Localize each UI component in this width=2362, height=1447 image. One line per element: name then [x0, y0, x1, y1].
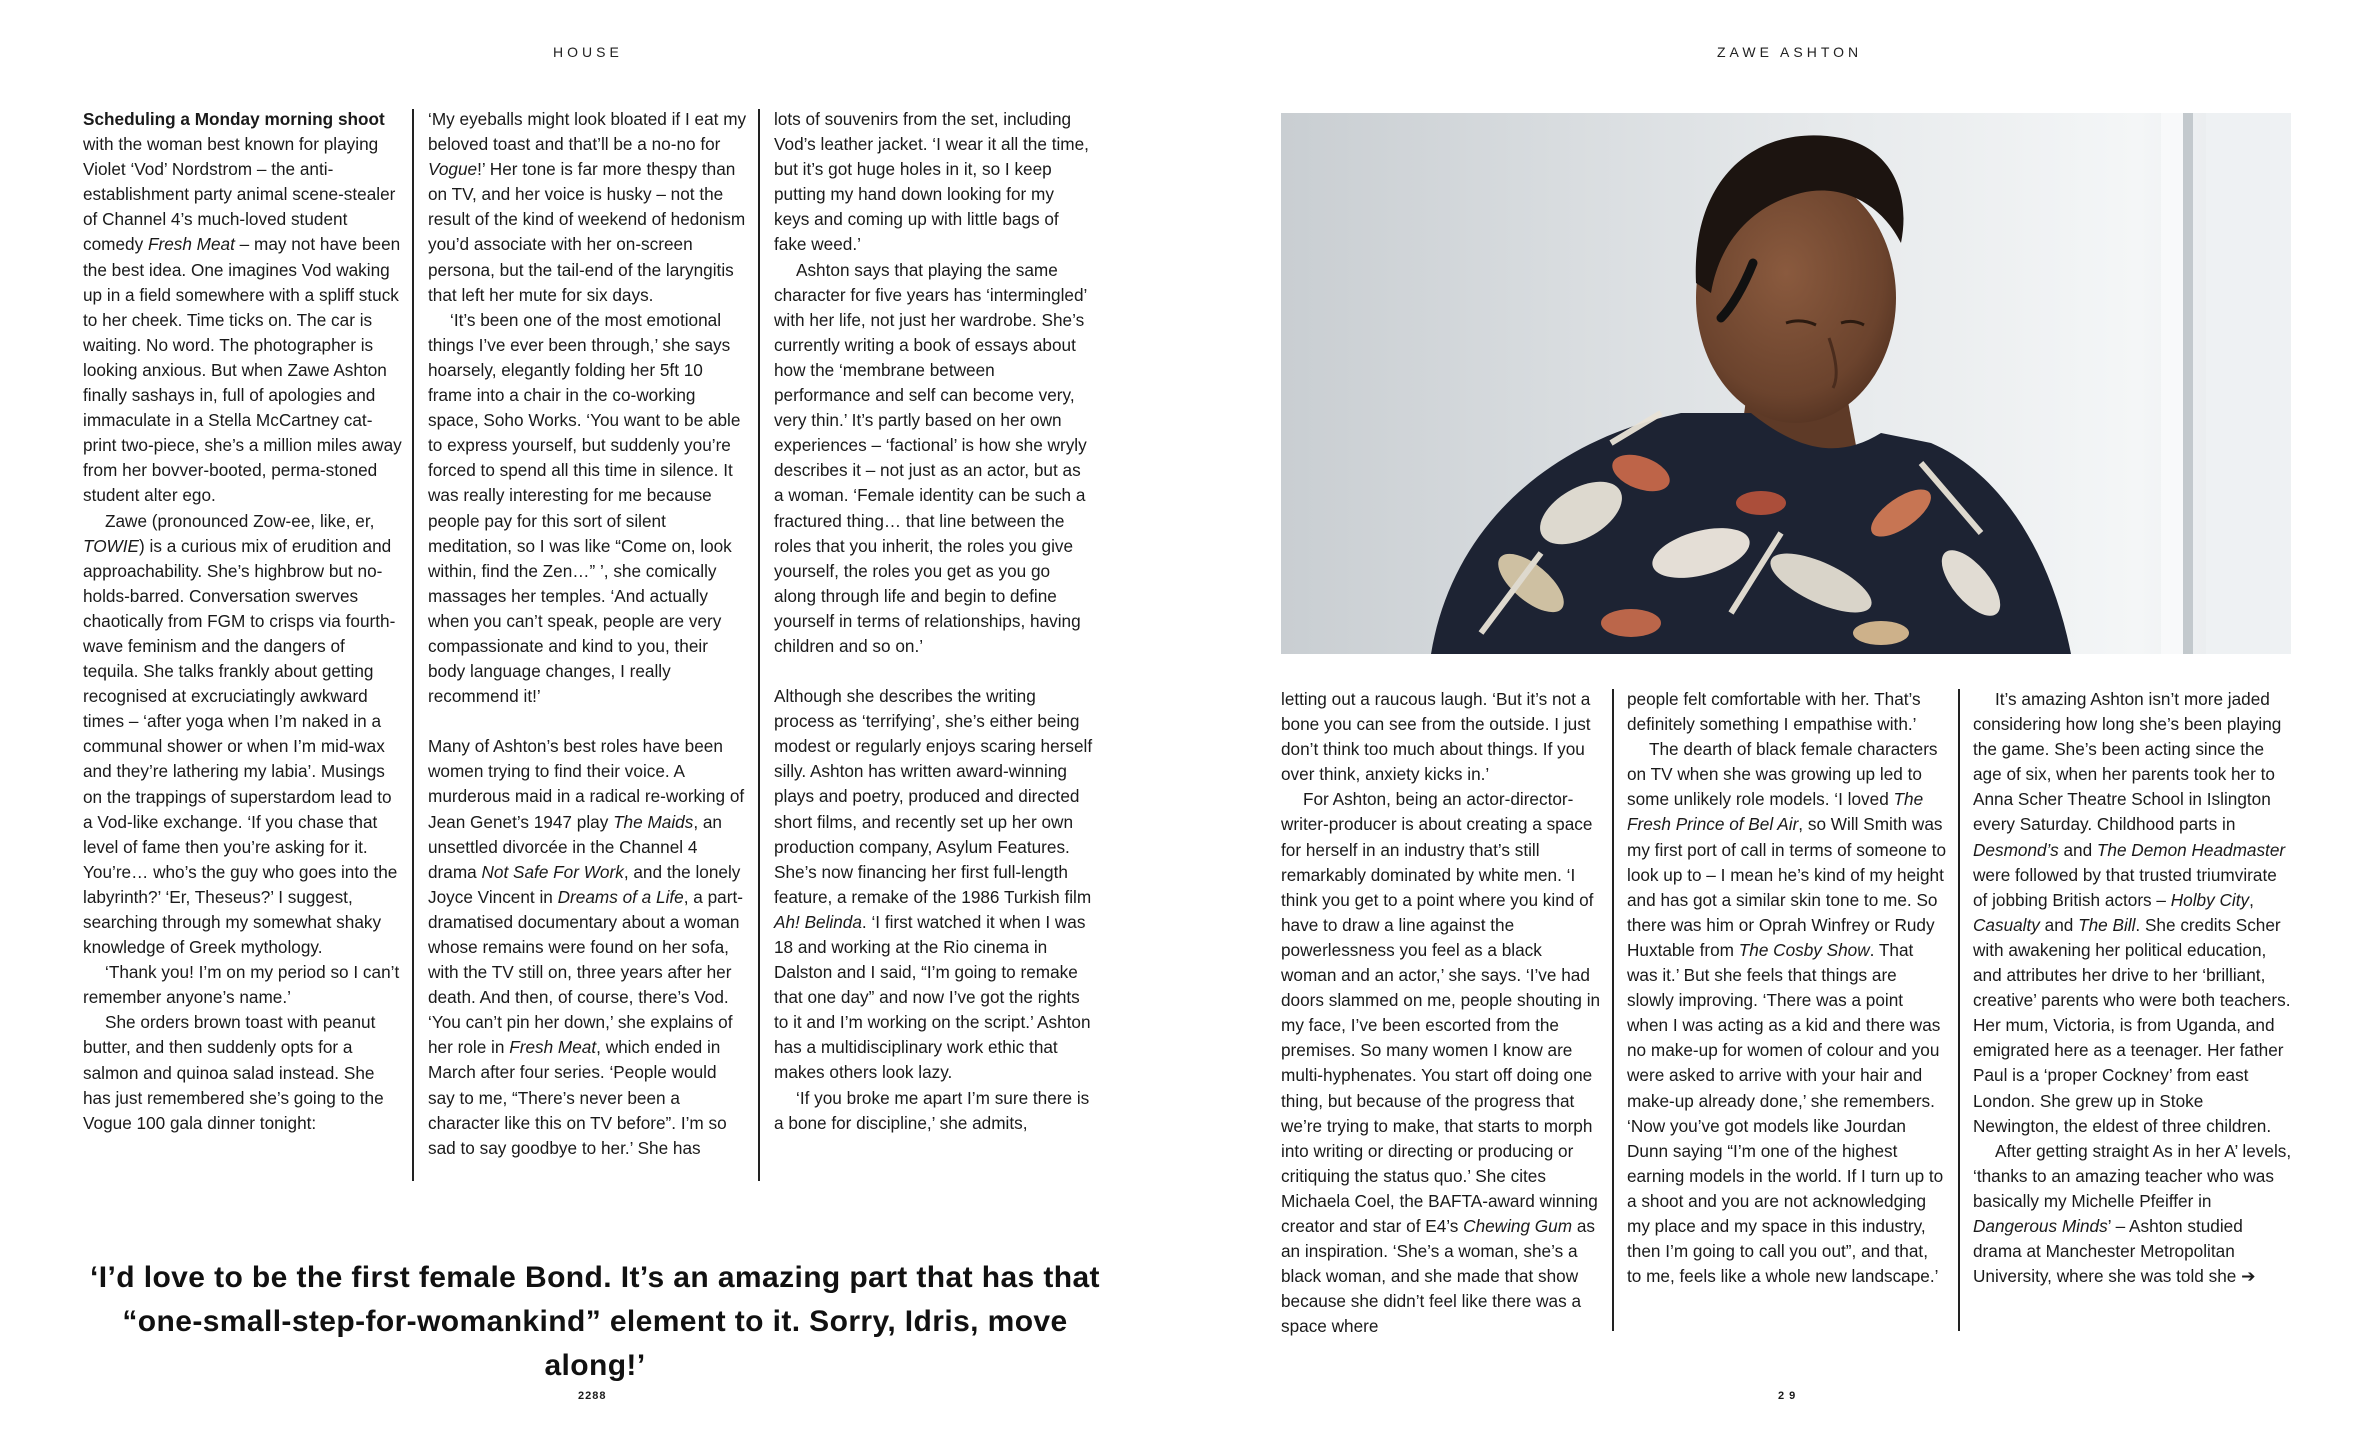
continue-arrow-icon: ➔: [2241, 1266, 2256, 1287]
column-rule: [758, 109, 760, 1181]
article-column-4: [1281, 687, 1601, 1339]
paragraph: It’s amazing Ashton isn’t more jaded considering how long she’s been playing the game. She’s been acting since the age of six, when her parents took her to Anna Scher Theatre School in Islington every Saturday. Childhood parts in Desmond’s and The Demon Headmaster were followed by that trusted triumvirate of jobbing British actors – Holby City, Casualty and The Bill. She credits Scher with awakening her political education, and attributes her drive to her ‘brilliant, creative’ parents who were both teachers. Her mum, Victoria, is from Uganda, and emigrated here as a teenager. Her father Paul is a ‘proper Cockney’ from east London. She grew up in Stoke Newington, the eldest of three children.: [1973, 689, 2291, 1136]
paragraph: ‘It’s been one of the most emotional things I’ve ever been through,’ she says hoarsely, elegantly folding her 5ft 10 frame into a chair in the co-working space, Soho Works. ‘You want to be able to express yourself, but suddenly you’re forced to spend all this time in silence. It was really interesting for me because people pay for this sort of silent meditation, so I was like “Come on, look within, find the Zen…” ’, she comically massages her temples. ‘And actually when you can’t speak, people are very compassionate and kind to you, their body language changes, I really recommend it!’: [428, 309, 741, 707]
paragraph: ‘My eyeballs might look bloated if I eat my beloved toast and that’ll be a no-no for Vogue!’ Her tone is far more thespy than on TV, and her voice is husky – not the result of the kind of weekend of hedonism you’d associate with her on-screen persona, but the tail-end of the laryngitis that left her mute for six days.: [428, 109, 747, 305]
pull-quote-line-1: ‘I’d love to be the first female Bond. It’s an amazing part that has that: [90, 1261, 1100, 1294]
paragraph: For Ashton, being an actor-director-writer-producer is about creating a space for herself in an industry that’s still remarkably dominated by white men. ‘I think you get to a point where you kind of have to draw a line against the powerlessness you feel as a black woman and an actor,’ she says. ‘I’ve had doors slammed on me, people shouting in my face, I’ve been escorted from the premises. So many women I know are multi-hyphenates. You start off doing one thing, but because of the progress that we’re trying to make, that starts to morph into writing or directing or producing or critiquing the status quo.’ She cites Michaela Coel, the BAFTA-award winning creator and star of E4’s Chewing Gum as an inspiration. ‘She’s a woman, she’s a black woman, and she made that show because she didn’t feel like there was a space where: [1281, 789, 1601, 1337]
article-column-6: [1973, 687, 2293, 1289]
page-number-left: 2288: [578, 1390, 607, 1402]
paragraph: Zawe (pronounced Zow-ee, like, er, TOWIE) is a curious mix of erudition and approachability. She’s highbrow but no-holds-barred. Conversation swerves chaotically from FGM to crisps via fourth-wave feminism and the dangers of tequila. She talks frankly about getting recognised at excruciatingly awkward times – ‘after yoga when I’m naked in a communal shower or when I’m mid-wax and they’re lathering my labia’. Musings on the trappings of superstardom lead to a Vod-like exchange. ‘If you chase that level of fame then you’re asking for it. You’re… who’s the guy who goes into the labyrinth?’ ‘Er, Theseus?’ I suggest, searching through my somewhat shaky knowledge of Greek mythology.: [83, 510, 398, 958]
column-rule: [412, 109, 414, 1181]
paragraph: After getting straight As in her A’ levels, ‘thanks to an amazing teacher who was basically my Michelle Pfeiffer in Dangerous Minds’ – Ashton studied drama at Manchester Metropolitan University, where she was told she ➔: [1973, 1140, 2292, 1287]
page-number-right: 2 9: [1778, 1390, 1797, 1402]
paragraph: The dearth of black female characters on TV when she was growing up led to some unlikely role models. ‘I loved The Fresh Prince of Bel Air, so Will Smith was my first port of call in terms of someone to look up to – I mean he’s kind of my height and has got a similar skin tone to me. So there was him or Oprah Winfrey or Rudy Huxtable from The Cosby Show. That was it.’ But she feels that things are slowly improving. ‘There was a point when I was acting as a kid and there was no make-up for women of colour and you were asked to arrive with your hair and make-up already done,’ she remembers. ‘Now you’ve got models like Jourdan Dunn saying “I’m one of the highest earning models in the world. If I turn up to a shoot and you are not acknowledging my place and my space in this industry, then I’m going to call you out”, and that, to me, feels like a whole new landscape.’: [1627, 739, 1947, 1287]
portrait-illustration: [1281, 113, 2291, 654]
paragraph: Many of Ashton’s best roles have been women trying to find their voice. A murderous maid in a radical re-working of Jean Genet’s 1947 play The Maids, an unsettled divorcée in the Channel 4 drama Not Safe For Work, and the lonely Joyce Vincent in Dreams of a Life, a part-dramatised documentary about a woman whose remains were found on her sofa, with the TV still on, three years after her death. And then, of course, there’s Vod. ‘You can’t pin her down,’ she explains of her role in Fresh Meat, which ended in March after four series. ‘People would say to me, “There’s never been a character like this on TV before”. I’m so sad to say goodbye to her.’ She has: [428, 736, 745, 1158]
paragraph: people felt comfortable with her. That’s definitely something I empathise with.’: [1627, 689, 1921, 735]
paragraph: ‘If you broke me apart I’m sure there is a bone for discipline,’ she admits,: [774, 1087, 1090, 1133]
article-column-2: [428, 107, 748, 1161]
paragraph: She orders brown toast with peanut butter, and then suddenly opts for a salmon and quinoa salad instead. She has just remembered she’s going to the Vogue 100 gala dinner tonight:: [83, 1012, 384, 1133]
paragraph: Although she describes the writing process as ‘terrifying’, she’s either being modest or regularly enjoys scaring herself silly. Ashton has written award-winning plays and poetry, produced and directed short films, and recently set up her own production company, Asylum Features. She’s now financing her first full-length feature, a remake of the 1986 Turkish film Ah! Belinda. ‘I first watched it when I was 18 and working at the Rio cinema in Dalston and I said, “I’m going to remake that one day” and now I’ve got the rights to it and I’m working on the script.’ Ashton has a multidisciplinary work ethic that makes others look lazy.: [774, 686, 1093, 1083]
article-column-1: [83, 107, 403, 1136]
paragraph: letting out a raucous laugh. ‘But it’s not a bone you can see from the outside. I just don’t think too much about things. If you over think, anxiety kicks in.’: [1281, 689, 1591, 785]
lead-in: Scheduling a Monday morning shoot: [83, 109, 385, 129]
paragraph: Scheduling a Monday morning shoot with the woman best known for playing Violet ‘Vod’ Nordstrom – the anti-establishment party animal scene-stealer of Channel 4’s much-loved student comedy Fresh Meat – may not have been the best idea. One imagines Vod waking up in a field somewhere with a spliff stuck to her cheek. Time ticks on. The car is waiting. No word. The photographer is looking anxious. But when Zawe Ashton finally sashays in, full of apologies and immaculate in a Stella McCartney cat-print two-piece, she’s a million miles away from her bovver-booted, perma-stoned student alter ego.: [83, 109, 402, 506]
running-head-left: HOUSE: [553, 44, 623, 60]
pull-quote: [70, 1256, 1120, 1388]
column-rule: [1958, 689, 1960, 1331]
paragraph: lots of souvenirs from the set, including Vod’s leather jacket. ‘I wear it all the time, but it’s got huge holes in it, so I keep putting my hand down looking for my keys and coming up with little bags of fake weed.’: [774, 109, 1089, 255]
portrait-photo: [1281, 113, 2291, 654]
article-column-3: [774, 107, 1094, 1136]
paragraph: ‘Thank you! I’m on my period so I can’t remember anyone’s name.’: [83, 962, 400, 1008]
column-rule: [1612, 689, 1614, 1331]
running-head-right: ZAWE ASHTON: [1717, 44, 1863, 60]
paragraph: Ashton says that playing the same character for five years has ‘intermingled’ with her life, not just her wardrobe. She’s currently writing a book of essays about how the ‘membrane between performance and self can become very, very thin.’ It’s partly based on her own experiences – ‘factional’ is how she wryly describes it – not just as an actor, but as a woman. ‘Female identity can be such a fractured thing… that line between the roles that you inherit, the roles you give yourself, the roles you get as you go along through life and begin to define yourself in terms of relationships, having children and so on.’: [774, 259, 1087, 656]
article-column-5: [1627, 687, 1947, 1289]
pull-quote-line-2: “one-small-step-for-womankind” element to it. Sorry, Idris, move along!’: [122, 1305, 1068, 1382]
